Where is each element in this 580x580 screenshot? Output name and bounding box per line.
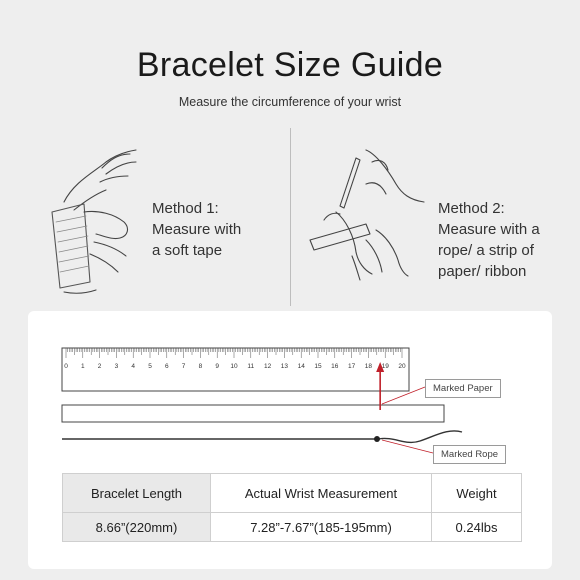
ruler-tick-label: 10 [230,363,238,370]
page-title: Bracelet Size Guide [136,46,444,84]
rope-mark-dot [374,436,380,442]
table-row [63,513,522,542]
ruler-tick-label: 14 [297,363,305,370]
size-table-header: Weight [432,474,522,513]
ruler-tick-label: 5 [148,363,152,370]
size-table-header-row [63,474,522,513]
ruler-tick-label: 8 [198,363,203,370]
ruler-tick-label: 7 [181,363,186,370]
method-1-line: a soft tape [152,242,223,259]
ruler-tick-label: 17 [347,363,356,370]
ruler-tick-label: 6 [164,363,169,370]
method-2-line: Measure with a [438,221,540,238]
marked-rope-callout: Marked Rope [433,445,506,464]
rope-loose-end [378,431,462,443]
ruler-tick-label: 15 [314,363,322,370]
ruler-tick-label: 13 [280,363,289,370]
marked-paper-strip [62,405,444,422]
ruler-labels [64,363,406,370]
method-2-line: rope/ a strip of [438,242,534,259]
size-table-header: Actual Wrist Measurement [211,474,432,513]
ruler-tick-label: 19 [381,363,389,370]
method-2-line: paper/ ribbon [438,263,527,280]
page-subtitle: Measure the circumference of your wrist [178,95,402,109]
method-1-line: Measure with [152,221,242,238]
ruler-tick-label: 18 [364,363,373,370]
size-table [62,473,522,542]
ruler-tick-label: 0 [64,363,68,370]
ruler-tick-label: 12 [263,363,272,370]
ruler-tick-label: 1 [80,363,85,370]
marked-paper-callout: Marked Paper [425,379,501,398]
method-2-line: Method 2: [438,200,505,217]
table-cell: 7.28”-7.67”(185-195mm) [211,513,432,542]
ruler-tick-label: 16 [331,363,339,370]
ruler-tick-label: 9 [215,363,220,370]
ruler-tick-label: 3 [114,363,119,370]
method-1-line: Method 1: [152,200,219,217]
ruler-tick-label: 2 [97,363,102,370]
table-cell: 0.24lbs [432,513,522,542]
ruler-tick-label: 11 [247,363,255,370]
ruler-tick-label: 4 [131,363,136,370]
size-table-header: Bracelet Length [63,474,211,513]
table-cell: 8.66”(220mm) [63,513,211,542]
ruler-ticks [66,348,402,358]
ruler-tick-label: 20 [398,363,406,370]
